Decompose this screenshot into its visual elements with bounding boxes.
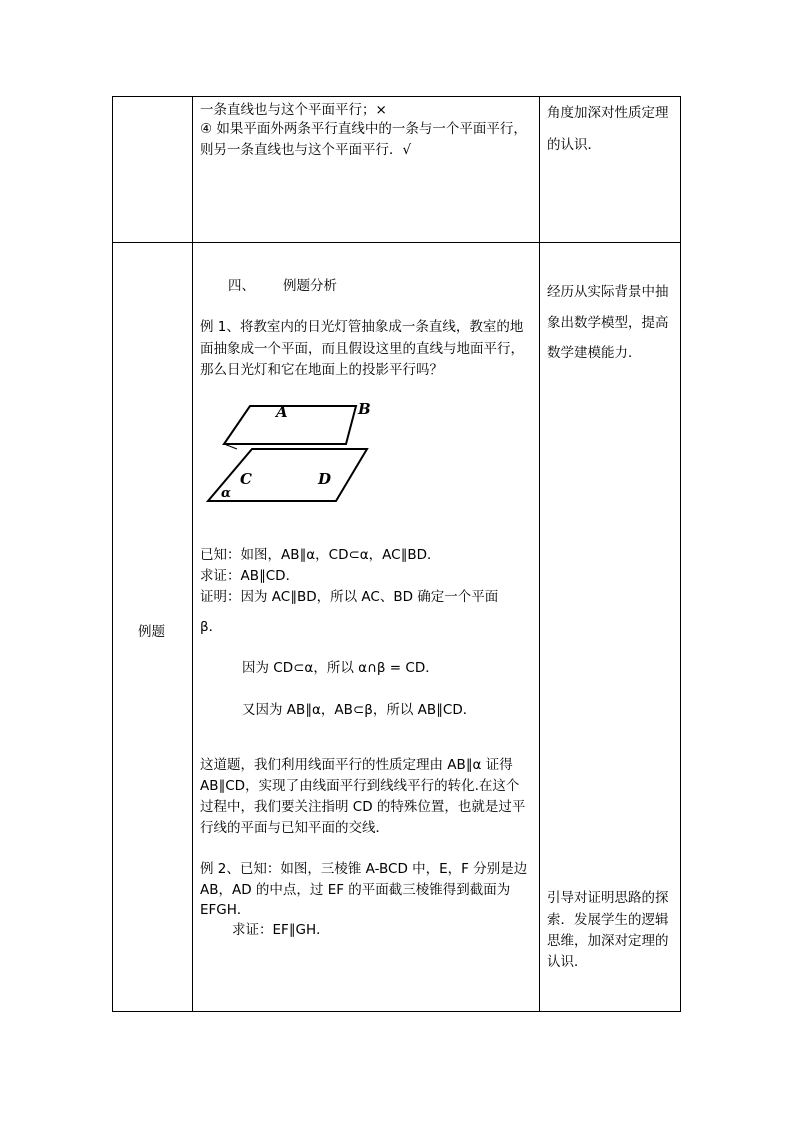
column-divider-2 <box>539 97 540 1011</box>
proof-line3: 因为 CD⊂α，所以 α∩β = CD． <box>242 660 439 676</box>
section-number: 四、 <box>228 278 255 294</box>
remark-line4: 行线的平面与已知平面的交线． <box>200 820 389 836</box>
column-divider-1 <box>192 97 193 1011</box>
example1-line3: 那么日光灯和它在地面上的投影平行吗？ <box>200 362 443 378</box>
example2-line1: 例 2、已知：如图，三棱锥 A-BCD 中，E，F 分别是边 <box>200 861 528 877</box>
right-note1-line1: 经历从实际背景中抽 <box>547 284 669 300</box>
remark-line2: AB∥CD，实现了由线面平行到线线平行的转化.在这个 <box>200 778 520 794</box>
prove-statement: 求证：AB∥CD． <box>200 568 300 584</box>
row2-left-label: 例题 <box>138 624 165 640</box>
right-note2-line1: 引导对证明思路的探 <box>547 890 669 906</box>
right-note1-line2: 象出数学模型，提高 <box>547 315 669 331</box>
row1-middle-line2: ④ 如果平面外两条平行直线中的一条与一个平面平行， <box>200 121 527 137</box>
row1-middle-line3: 则另一条直线也与这个平面平行．√ <box>200 142 412 158</box>
right-note2-line3: 思维，加深对定理的 <box>547 933 669 949</box>
row1-middle-line1: 一条直线也与这个平面平行；× <box>200 102 387 118</box>
label-b: B <box>358 400 371 418</box>
example1-line1: 例 1、将教室内的日光灯管抽象成一条直线，教室的地 <box>200 319 524 335</box>
right-note2-line2: 索．发展学生的逻辑 <box>547 912 669 928</box>
proof-line4: 又因为 AB∥α，AB⊂β，所以 AB∥CD． <box>242 702 477 718</box>
given-statement: 已知：如图，AB∥α，CD⊂α，AC∥BD． <box>200 547 441 563</box>
row1-right-line2: 的认识． <box>547 137 601 153</box>
remark-line1: 这道题，我们利用线面平行的性质定理由 AB∥α 证得 <box>200 757 513 773</box>
label-c: C <box>240 470 252 488</box>
remark-line3: 过程中，我们要关注指明 CD 的特殊位置，也就是过平 <box>200 799 526 815</box>
right-note1-line3: 数学建模能力． <box>547 345 642 361</box>
section-title: 例题分析 <box>283 278 337 294</box>
lower-plane-alpha <box>208 449 367 501</box>
upper-plane-shape <box>224 406 356 444</box>
proof-line2: β． <box>200 619 223 635</box>
parallel-plane-figure <box>200 397 375 507</box>
label-alpha: α <box>221 486 232 501</box>
example2-line4: 求证：EF∥GH． <box>232 922 330 938</box>
label-d: D <box>318 470 332 488</box>
row1-right-line1: 角度加深对性质定理 <box>547 105 669 121</box>
example2-line3: EFGH． <box>200 902 251 918</box>
label-a: A <box>276 403 288 421</box>
row-divider <box>113 242 680 243</box>
right-note2-line4: 认识． <box>547 954 588 970</box>
proof-line1: 证明：因为 AC∥BD，所以 AC、BD 确定一个平面 <box>200 589 499 605</box>
example2-line2: AB，AD 的中点，过 EF 的平面截三棱锥得到截面为 <box>200 882 511 898</box>
example1-line2: 面抽象成一个平面，而且假设这里的直线与地面平行， <box>200 341 524 357</box>
